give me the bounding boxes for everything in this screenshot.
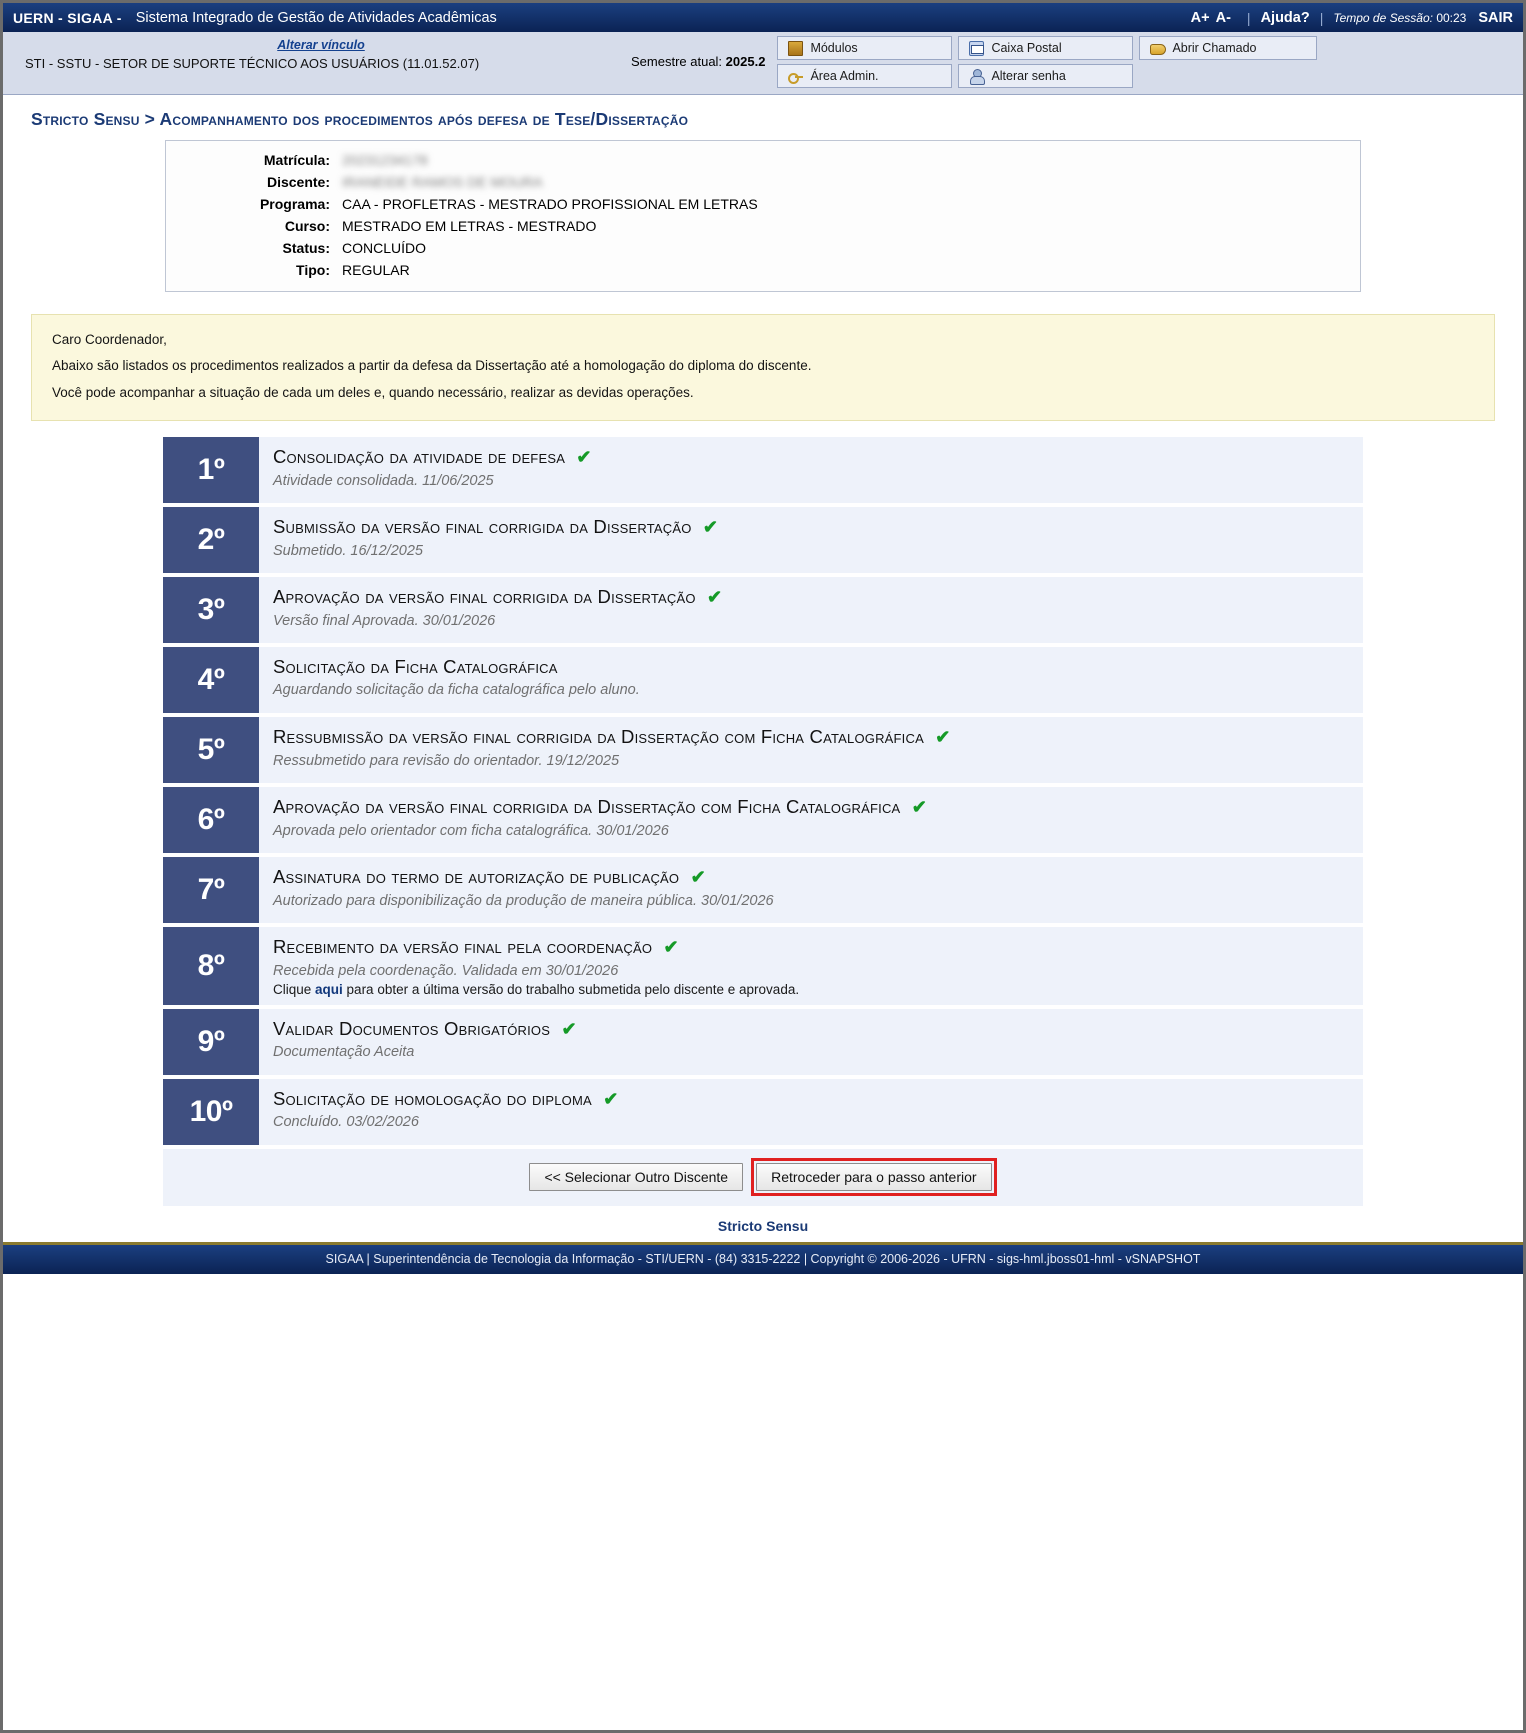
header-divider-2: | — [1319, 9, 1324, 26]
session-timer — [1333, 11, 1466, 25]
menu-modulos-label: Módulos — [810, 41, 858, 55]
check-icon: ✔ — [663, 936, 679, 957]
modules-icon — [788, 41, 803, 56]
check-icon: ✔ — [690, 866, 706, 887]
instructions-line-3: Você pode acompanhar a situação de cada um deles e, quando necessário, realizar as devidas operações. — [52, 384, 694, 400]
download-final-version-link[interactable]: aqui — [315, 981, 343, 997]
student-info-table — [166, 149, 764, 281]
menu-abrir-chamado-label: Abrir Chamado — [1172, 41, 1257, 55]
step-title-row — [273, 796, 1349, 818]
step-number: 9º — [163, 1009, 259, 1075]
quick-menu-row-2 — [777, 64, 1317, 88]
menu-area-admin-button[interactable] — [777, 64, 952, 88]
top-header-bar — [3, 3, 1523, 32]
list-item — [163, 437, 1363, 503]
menu-alterar-senha-label: Alterar senha — [991, 69, 1066, 83]
step-title: Validar Documentos Obrigatórios — [273, 1017, 551, 1039]
menu-caixa-postal-button[interactable] — [958, 36, 1133, 60]
list-item — [163, 927, 1363, 1005]
step-title-row — [273, 656, 1349, 677]
info-value-status: CONCLUÍDO — [342, 240, 427, 256]
step-status: Versão final Aprovada. 30/01/2026 — [273, 612, 496, 629]
step-number: 5º — [163, 717, 259, 783]
institution-brand: UERN - SIGAA - — [13, 9, 122, 26]
system-name: Sistema Integrado de Gestão de Atividades Acadêmicas — [135, 9, 497, 26]
step-title: Submissão da versão final corrigida da Dissertação — [273, 515, 692, 537]
session-time: 00:23 — [1436, 10, 1467, 25]
step-body — [259, 857, 1363, 923]
step-title-row — [273, 1018, 1349, 1040]
check-icon: ✔ — [707, 586, 723, 607]
step-title-row — [273, 516, 1349, 538]
step-status: Recebida pela coordenação. Validada em 30/01/2026 — [273, 962, 619, 979]
check-icon: ✔ — [935, 726, 951, 747]
quick-menu-row-1 — [777, 36, 1317, 60]
font-increase-button[interactable]: A+ — [1190, 9, 1210, 26]
change-vinculo-link[interactable]: Alterar vínculo — [277, 38, 365, 52]
table-row — [166, 237, 764, 259]
step-body — [259, 927, 1363, 1005]
step-number: 2º — [163, 507, 259, 573]
step-status: Concluído. 03/02/2026 — [273, 1114, 419, 1131]
step-title: Aprovação da versão final corrigida da Dissertação — [273, 585, 696, 607]
admin-area-icon — [788, 69, 803, 84]
list-item — [163, 857, 1363, 923]
info-label-tipo: Tipo: — [296, 262, 330, 278]
step-status: Submetido. 16/12/2025 — [273, 542, 423, 559]
info-label-discente: Discente: — [266, 174, 330, 190]
logout-button[interactable]: SAIR — [1478, 9, 1513, 26]
current-semester — [631, 36, 777, 88]
step-body — [259, 717, 1363, 783]
info-label-matricula: Matrícula: — [263, 152, 330, 168]
instructions-line-1: Caro Coordenador, — [52, 332, 167, 347]
menu-caixa-postal-label: Caixa Postal — [991, 41, 1062, 55]
step-title: Assinatura do termo de autorização de publicação — [273, 865, 680, 887]
quick-menu — [777, 36, 1317, 88]
step-number: 7º — [163, 857, 259, 923]
step-title: Solicitação de homologação do diploma — [273, 1087, 592, 1109]
highlight-outline — [751, 1158, 996, 1196]
breadcrumb: Stricto Sensu > Acompanhamento dos procedimentos após defesa de Tese/Dissertação — [31, 109, 689, 129]
step-number: 10º — [163, 1079, 259, 1145]
check-icon: ✔ — [576, 446, 592, 467]
step-body — [259, 787, 1363, 853]
info-label-status: Status: — [282, 240, 330, 256]
info-label-programa: Programa: — [259, 196, 330, 212]
change-password-icon — [969, 69, 984, 84]
step-body — [259, 577, 1363, 643]
step-body — [259, 437, 1363, 503]
menu-area-admin-label: Área Admin. — [810, 69, 879, 83]
menu-alterar-senha-button[interactable] — [958, 64, 1133, 88]
step-number: 1º — [163, 437, 259, 503]
step-title: Ressubmissão da versão final corrigida da Dissertação com Ficha Catalográfica — [273, 725, 924, 747]
step-number: 3º — [163, 577, 259, 643]
context-menu-bar — [3, 32, 1523, 95]
list-item — [163, 647, 1363, 713]
info-value-matricula: 20231234178 — [342, 152, 428, 168]
step-title-row — [273, 1088, 1349, 1110]
step-status: Ressubmetido para revisão do orientador. 19/12/2025 — [273, 752, 620, 769]
info-value-discente: IRANEIDE RAMOS DE MOURA — [342, 174, 543, 190]
step-body — [259, 507, 1363, 573]
step-title-row — [273, 936, 1349, 958]
step-title: Aprovação da versão final corrigida da Dissertação com Ficha Catalográfica — [273, 795, 901, 817]
check-icon: ✔ — [702, 516, 719, 537]
vinculo-block — [11, 36, 631, 88]
step-number: 4º — [163, 647, 259, 713]
step-status: Aprovada pelo orientador com ficha catalográfica. 30/01/2026 — [273, 822, 669, 839]
info-value-curso: MESTRADO EM LETRAS - MESTRADO — [342, 218, 597, 234]
student-info-panel — [165, 140, 1361, 292]
step-status: Documentação Aceita — [273, 1044, 415, 1061]
go-back-step-button[interactable]: Retroceder para o passo anterior — [756, 1163, 991, 1191]
help-link[interactable]: Ajuda? — [1260, 9, 1310, 26]
step-title-row — [273, 866, 1349, 888]
step-title-row — [273, 586, 1349, 608]
info-value-tipo: REGULAR — [342, 262, 410, 278]
step-title-row — [273, 726, 1349, 748]
check-icon: ✔ — [561, 1018, 577, 1039]
semester-value: 2025.2 — [725, 54, 766, 69]
step-status: Aguardando solicitação da ficha catalográfica pelo aluno. — [273, 682, 640, 699]
step-title: Consolidação da atividade de defesa — [273, 445, 566, 467]
list-item — [163, 507, 1363, 573]
download-note-prefix: Clique — [273, 981, 316, 997]
info-value-programa: CAA - PROFLETRAS - MESTRADO PROFISSIONAL EM LETRAS — [342, 196, 758, 212]
table-row — [166, 193, 764, 215]
table-row — [166, 149, 764, 171]
module-footer-label: Stricto Sensu — [717, 1217, 809, 1234]
table-row — [166, 171, 764, 193]
list-item — [163, 1079, 1363, 1145]
list-item — [163, 787, 1363, 853]
step-title-row — [273, 446, 1349, 468]
action-buttons-row — [163, 1149, 1363, 1206]
page-footer: SIGAA | Superintendência de Tecnologia da Informação - STI/UERN - (84) 3315-2222 | Copyright © 2006-2026 - UFRN - sigs-hml.jboss01-hml - vSNAPSHOT — [3, 1242, 1523, 1274]
open-ticket-icon — [1150, 41, 1165, 56]
info-label-curso: Curso: — [284, 218, 330, 234]
step-number: 8º — [163, 927, 259, 1005]
vinculo-text: STI - SSTU - SETOR DE SUPORTE TÉCNICO AOS USUÁRIOS (11.01.52.07) — [25, 56, 480, 71]
font-decrease-button[interactable]: A- — [1215, 9, 1231, 26]
step-status: Autorizado para disponibilização da produção de maneira pública. 30/01/2026 — [273, 892, 774, 909]
step-title: Recebimento da versão final pela coordenação — [273, 935, 653, 957]
table-row — [166, 215, 764, 237]
instructions-line-2: Abaixo são listados os procedimentos realizados a partir da defesa da Dissertação até a homologação do diploma do discente. — [52, 358, 812, 374]
select-other-student-button[interactable]: << Selecionar Outro Discente — [529, 1163, 743, 1191]
semester-label: Semestre atual: — [631, 54, 723, 69]
mailbox-icon — [969, 41, 984, 56]
session-label: Tempo de Sessão: — [1333, 10, 1433, 25]
table-row — [166, 259, 764, 281]
instructions-panel — [31, 314, 1495, 421]
list-item — [163, 717, 1363, 783]
step-status: Atividade consolidada. 11/06/2025 — [273, 472, 494, 489]
step-body — [259, 647, 1363, 713]
step-body — [259, 1079, 1363, 1145]
step-body — [259, 1009, 1363, 1075]
list-item — [163, 577, 1363, 643]
check-icon: ✔ — [603, 1088, 619, 1109]
step-number: 6º — [163, 787, 259, 853]
list-item — [163, 1009, 1363, 1075]
menu-modulos-button[interactable] — [777, 36, 952, 60]
step-download-note — [273, 982, 1349, 997]
menu-abrir-chamado-button[interactable] — [1139, 36, 1317, 60]
check-icon: ✔ — [911, 796, 928, 817]
procedure-steps-list — [163, 437, 1363, 1145]
download-note-suffix: para obter a última versão do trabalho submetida pelo discente e aprovada. — [342, 981, 800, 997]
header-divider: | — [1246, 9, 1251, 26]
step-title: Solicitação da Ficha Catalográfica — [273, 655, 558, 677]
